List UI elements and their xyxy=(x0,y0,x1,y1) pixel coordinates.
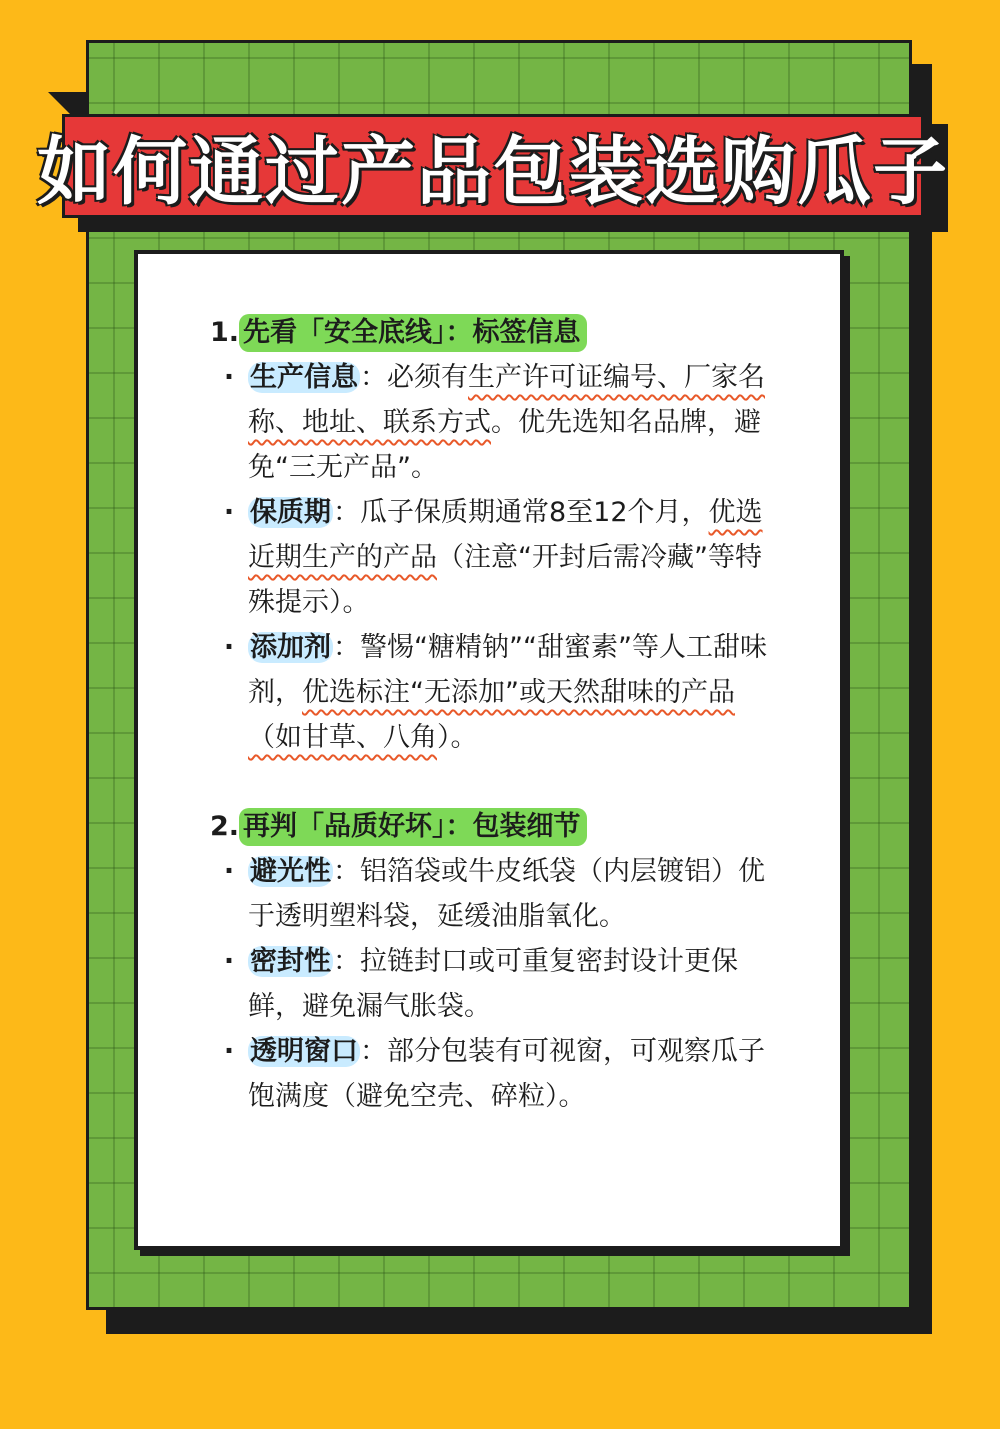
section-heading xyxy=(210,804,770,849)
item-underlined: 优选标注“无添加”或天然甜味的产品（如甘草、八角 xyxy=(248,677,735,753)
item-pre: 必须有 xyxy=(387,362,468,393)
list-item xyxy=(210,355,770,490)
section-heading xyxy=(210,310,770,355)
title-ribbon xyxy=(37,114,949,218)
item-term: 生产信息 xyxy=(250,362,358,393)
item-term: 避光性 xyxy=(250,856,331,887)
section-heading-text: 再判「品质好坏」：包装细节 xyxy=(239,808,587,846)
item-pre: 警惕“糖精钠”“甜蜜素”等人工甜味剂， xyxy=(248,632,767,708)
item-text xyxy=(248,939,770,1029)
item-pre: 瓜子保质期通常8至12个月， xyxy=(360,497,709,528)
item-post: （注意“开封后需冷藏”等特殊提示）。 xyxy=(248,542,762,618)
item-text xyxy=(248,849,770,939)
item-text xyxy=(248,490,770,625)
item-post: 。优先选知名品牌，避免“三无产品”。 xyxy=(248,407,761,483)
section-spacer xyxy=(210,760,770,804)
item-pre: 拉链封口或可重复密封设计更保鲜，避免漏气胀袋。 xyxy=(248,946,738,1022)
section-heading-text: 先看「安全底线」：标签信息 xyxy=(239,314,587,352)
bullet: · xyxy=(223,632,235,663)
item-colon: ： xyxy=(360,362,387,393)
list-item xyxy=(210,625,770,760)
bullet: · xyxy=(223,362,235,393)
item-underlined: 优选近期生产的产品 xyxy=(248,497,763,573)
section-package-details xyxy=(210,804,770,1119)
bullet: · xyxy=(223,856,235,887)
item-pre: 铝箔袋或牛皮纸袋（内层镀铝）优于透明塑料袋，延缓油脂氧化。 xyxy=(248,856,765,932)
section-number: 2. xyxy=(210,811,240,842)
content xyxy=(210,310,770,1119)
bullet: · xyxy=(223,1036,235,1067)
section-number: 1. xyxy=(210,317,240,348)
item-colon: ： xyxy=(333,497,360,528)
item-pre: 部分包装有可视窗，可观察瓜子饱满度（避免空壳、碎粒）。 xyxy=(248,1036,765,1112)
item-underlined: 生产许可证编号、厂家名称、地址、联系方式 xyxy=(248,362,765,438)
item-text xyxy=(248,1029,770,1119)
page-title: 如何通过产品包装选购瓜子 xyxy=(37,129,949,215)
item-term: 透明窗口 xyxy=(250,1036,358,1067)
item-term: 添加剂 xyxy=(250,632,331,663)
item-term: 密封性 xyxy=(250,946,331,977)
item-term: 保质期 xyxy=(250,497,331,528)
list-item xyxy=(210,849,770,939)
bullet: · xyxy=(223,497,235,528)
list-item xyxy=(210,1029,770,1119)
section-label-info xyxy=(210,310,770,760)
list-item xyxy=(210,490,770,625)
item-colon: ： xyxy=(333,632,360,663)
item-post: ）。 xyxy=(437,722,478,753)
item-colon: ： xyxy=(333,856,360,887)
item-text xyxy=(248,625,770,760)
list-item xyxy=(210,939,770,1029)
item-text xyxy=(248,355,770,490)
bullet: · xyxy=(223,946,235,977)
item-colon: ： xyxy=(333,946,360,977)
item-colon: ： xyxy=(360,1036,387,1067)
